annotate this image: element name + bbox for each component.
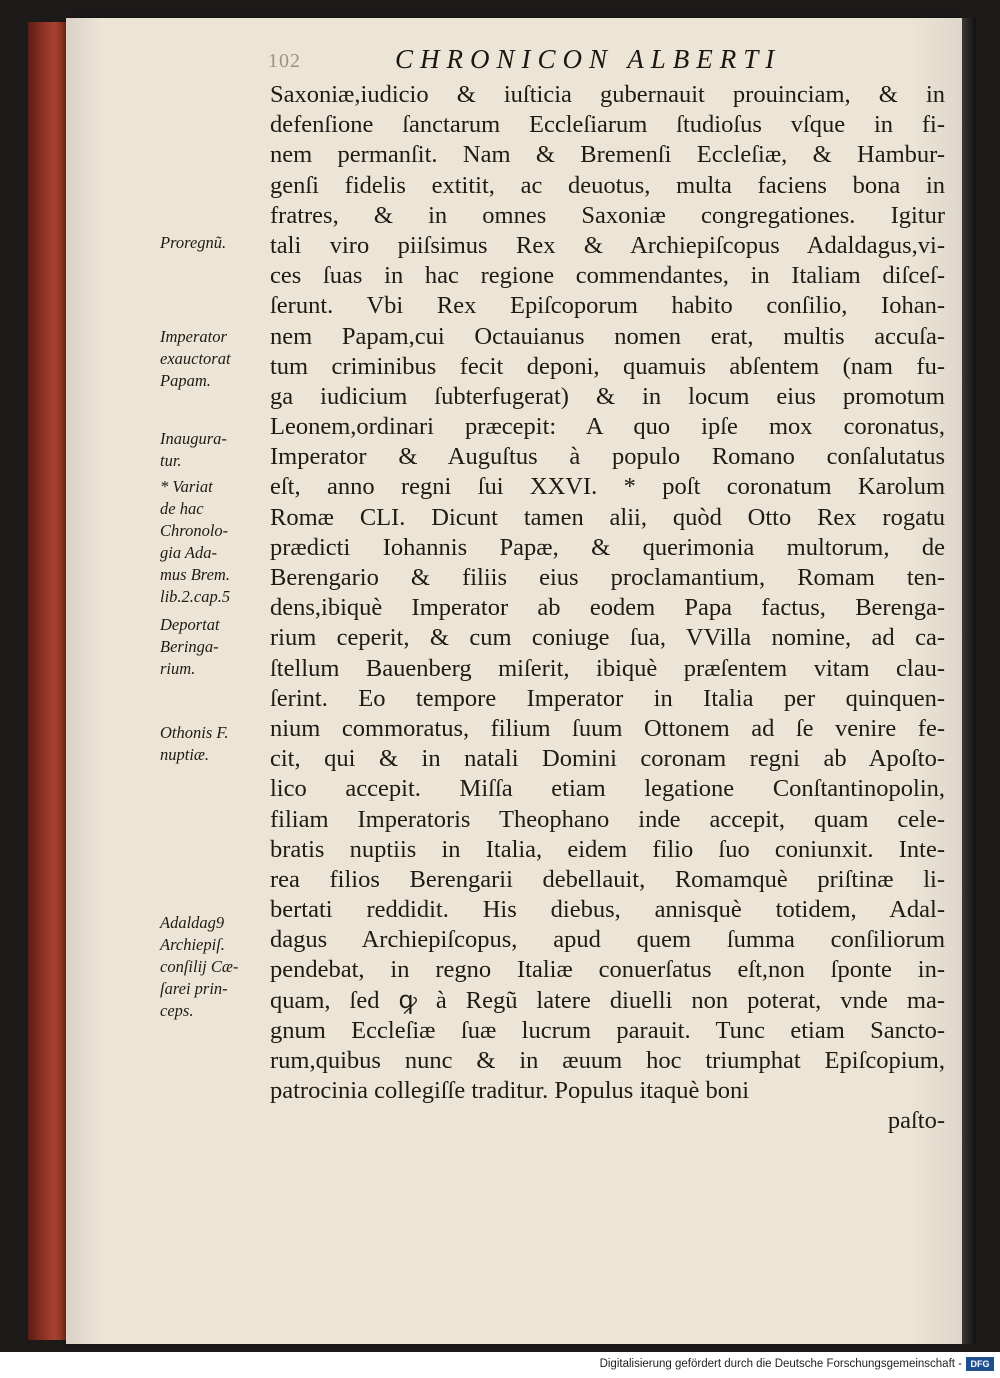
text-line: nium commoratus, filium ſuum Ottonem ad ſe venire fe- bbox=[270, 714, 945, 742]
text-line: defenſione ſanctarum Eccleſiarum ſtudioſus vſque in fi- bbox=[270, 111, 945, 139]
text-line: lico accepit. Miſſa etiam legatione Conſtantinopolin, bbox=[270, 775, 945, 803]
text-line: tali viro piiſsimus Rex & Archiepiſcopus Adaldagus,vi- bbox=[270, 231, 945, 259]
marginal-note-imperator bbox=[160, 326, 268, 392]
marginal-line: tur. bbox=[160, 451, 182, 470]
text-line: gnum Eccleſiæ ſuæ lucrum parauit. Tunc etiam Sancto- bbox=[270, 1016, 945, 1044]
text-line: patrocinia collegiſſe traditur. Populus itaquè boni bbox=[270, 1077, 750, 1105]
text-line: genſi fidelis extitit, ac deuotus, multa faciens bona in bbox=[270, 171, 945, 199]
marginal-line: Papam. bbox=[160, 371, 211, 390]
marginal-line: Adaldag9 bbox=[160, 913, 225, 932]
text-line: rum,quibus nunc & in æuum hoc triumphat Epiſcopium, bbox=[270, 1047, 945, 1074]
text-line: tum criminibus fecit deponi, quamuis abſentem (nam fu- bbox=[270, 352, 945, 380]
marginal-line: conſilij Cæ- bbox=[160, 957, 239, 976]
text-line: ſerunt. Vbi Rex Epiſcoporum habito conſilio, Iohan- bbox=[270, 292, 945, 320]
marginal-line: Chronolo- bbox=[160, 521, 229, 540]
text-line: Berengario & filiis eius proclamantium, Romam ten- bbox=[270, 564, 945, 591]
marginal-line: gia Ada- bbox=[160, 543, 217, 562]
marginal-note-othonis bbox=[160, 722, 268, 766]
text-line: pendebat, in regno Italiæ conuerſatus eſt,non ſponte in- bbox=[270, 956, 945, 984]
marginal-line: Deportat bbox=[160, 615, 220, 634]
text-line: nem permanſit. Nam & Bremenſi Eccleſiæ, & Hambur- bbox=[270, 141, 945, 169]
text-line: fratres, & in omnes Saxoniæ congregationes. Igitur bbox=[270, 201, 945, 229]
text-line: ga iudicium ſubterfugerat) & in locum eius promotum bbox=[270, 382, 945, 410]
text-line: bratis nuptiis in Italia, eidem filio ſuo coniunxit. Inte- bbox=[270, 835, 945, 863]
text-line: quam, ſed ꝙ à Regũ latere diuelli non poterat, vnde ma- bbox=[270, 986, 945, 1014]
marginal-line: Othonis F. bbox=[160, 723, 229, 742]
marginal-note-chronologia bbox=[160, 476, 268, 608]
text-line: cit, qui & in natali Domini coronam regni ab Apoſto- bbox=[270, 745, 945, 773]
marginal-line: Imperator bbox=[160, 327, 227, 346]
text-line: rium ceperit, & cum coniuge ſua, VVilla nomine, ad ca- bbox=[270, 624, 945, 652]
funding-credit: Digitalisierung gefördert durch die Deutsche Forschungsgemeinschaft - bbox=[599, 1358, 962, 1370]
marginal-line: de hac bbox=[160, 499, 204, 518]
marginal-line: exauctorat bbox=[160, 349, 231, 368]
text-line: Imperator & Auguſtus à populo Romano conſalutatus bbox=[270, 443, 945, 471]
text-line: dagus Archiepiſcopus, apud quem ſumma conſiliorum bbox=[270, 926, 945, 954]
text-line: ſerint. Eo tempore Imperator in Italia per quinquen- bbox=[270, 684, 945, 712]
text-line: bertati reddidit. His diebus, annisquè totidem, Adal- bbox=[270, 896, 945, 924]
marginal-note-deportat bbox=[160, 614, 268, 680]
folio-number: 102 bbox=[268, 50, 301, 72]
page-gutter-shadow bbox=[962, 18, 976, 1344]
text-line: Romæ CLI. Dicunt tamen alii, quòd Otto Rex rogatu bbox=[270, 503, 945, 531]
marginal-line: mus Brem. bbox=[160, 565, 230, 584]
footer-bar bbox=[0, 1352, 1000, 1378]
marginal-line: Beringa- bbox=[160, 637, 219, 656]
text-line: ſtellum Bauenberg miſerit, ibiquè præſentem vitam clau- bbox=[270, 654, 945, 682]
marginal-line: ſarei prin- bbox=[160, 979, 228, 998]
marginal-note-proregnum bbox=[160, 232, 268, 254]
text-line: Leonem,ordinari præcepit: A quo ipſe mox coronatus, bbox=[270, 413, 945, 441]
marginal-line: ceps. bbox=[160, 1001, 194, 1020]
text-line: ces ſuas in hac regione commendantes, in Italiam diſceſ- bbox=[270, 262, 945, 290]
text-line: nem Papam,cui Octauianus nomen erat, multis accuſa- bbox=[270, 322, 945, 350]
text-line: rea filios Berengarii debellauit, Romamquè priſtinæ li- bbox=[270, 865, 945, 893]
text-line: dens,ibiquè Imperator ab eodem Papa factus, Berenga- bbox=[270, 594, 945, 622]
marginal-line: Proregnũ. bbox=[160, 233, 227, 252]
text-line: filiam Imperatoris Theophano inde accepit, quam cele- bbox=[270, 805, 945, 833]
text-line: Saxoniæ,iudicio & iuſticia gubernauit prouinciam, & in bbox=[270, 81, 945, 108]
marginal-line: nuptiæ. bbox=[160, 745, 210, 764]
marginal-note-adaldagus bbox=[160, 912, 268, 1022]
text-line: prædicti Iohannis Papæ, & querimonia multorum, de bbox=[270, 533, 945, 561]
marginal-line: Inaugura- bbox=[160, 429, 227, 448]
catchword: paſto- bbox=[887, 1107, 945, 1135]
marginal-line: lib.2.cap.5 bbox=[160, 587, 231, 606]
marginal-note-inauguratur bbox=[160, 428, 268, 472]
dfg-logo-icon[interactable]: DFG bbox=[966, 1357, 994, 1371]
marginal-line: Archiepiſ. bbox=[160, 935, 225, 954]
text-line: eſt, anno regni ſui XXVI. * poſt coronatum Karolum bbox=[270, 473, 945, 501]
marginal-line: rium. bbox=[160, 659, 196, 678]
marginal-line: * Variat bbox=[160, 477, 213, 496]
running-title: CHRONICON ALBERTI bbox=[395, 44, 782, 74]
main-text-block bbox=[270, 80, 945, 1137]
